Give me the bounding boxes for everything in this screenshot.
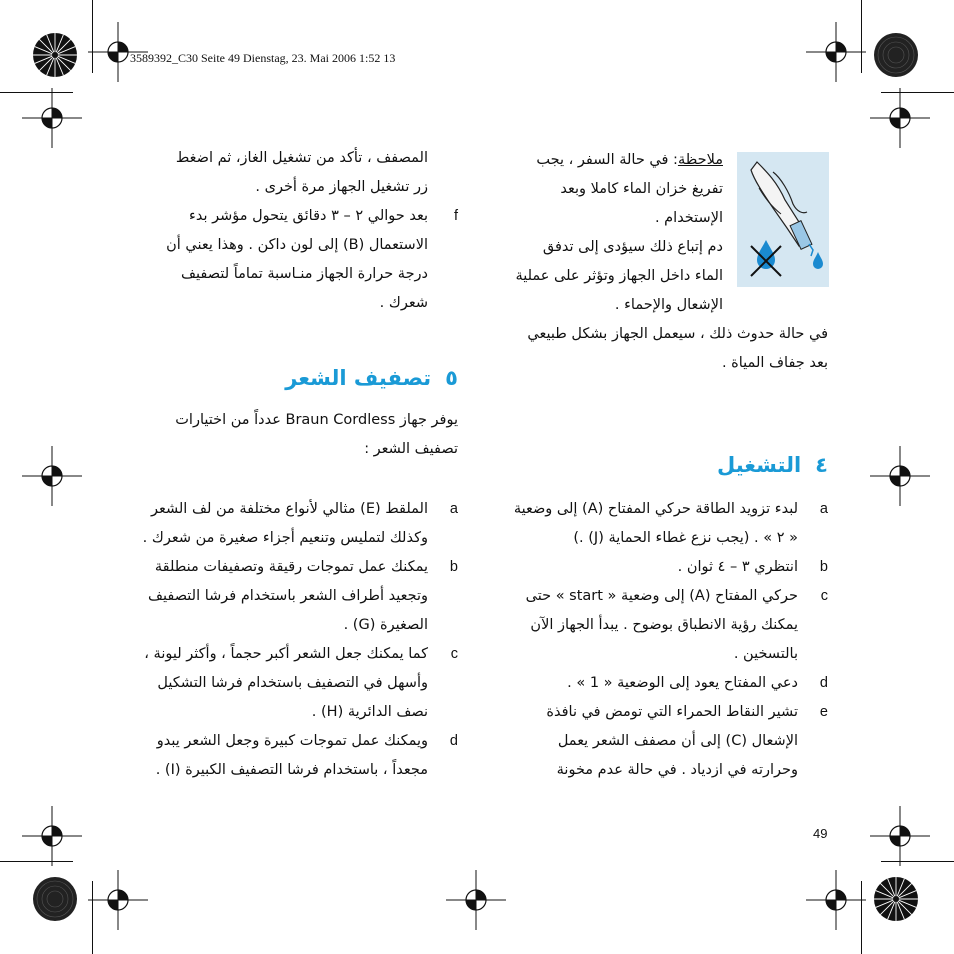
text-line: الإستخدام . — [654, 210, 723, 226]
travel-note-illustration — [737, 152, 829, 287]
section-title: التشغيل — [716, 453, 802, 477]
text-line: الإشعال والإحماء . — [614, 297, 723, 313]
section-title: تصفيف الشعر — [285, 366, 432, 390]
registration-mark-icon — [870, 806, 930, 866]
travel-note — [480, 146, 723, 320]
text-line: كما يمكنك جعل الشعر أكبر حجماً ، وأكثر ليونة ، — [144, 646, 428, 662]
list-item — [110, 640, 458, 727]
text-line: وتجعيد أطراف الشعر باستخدام فرشا التصفيف — [147, 588, 428, 604]
section-5-body — [120, 406, 458, 464]
item-label: b — [819, 559, 828, 575]
note-text: : في حالة السفر ، يجب — [536, 152, 678, 168]
corner-sunburst-icon — [32, 876, 78, 922]
section-number: ٥ — [445, 366, 458, 390]
note-continuation — [480, 320, 828, 378]
registration-mark-icon — [22, 88, 82, 148]
item-label: c — [450, 646, 458, 662]
text-line: انتظري ٣ – ٤ ثوان . — [677, 559, 798, 575]
text-line: وحرارته في ازدياد . في حالة عدم مخونة — [556, 762, 798, 778]
text-line: نصف الدائرية (H) . — [311, 704, 428, 720]
text-line: دعي المفتاح يعود إلى الوضعية « 1 » . — [567, 675, 798, 691]
text-line: وكذلك لتمليس وتنعيم أجزاء صغيرة من شعرك . — [142, 530, 428, 546]
list-item — [478, 553, 828, 582]
section-4-heading — [717, 453, 828, 477]
item-label: d — [449, 733, 458, 749]
intro-text — [120, 144, 458, 202]
text-line: بالتسخين . — [733, 646, 798, 662]
page-number: 49 — [813, 826, 828, 841]
list-item — [478, 495, 828, 553]
section-5-list — [110, 495, 458, 785]
text-line: في حالة حدوث ذلك ، سيعمل الجهاز بشكل طبيعي — [527, 326, 828, 342]
text-line: الماء داخل الجهاز وتؤثر على عملية — [515, 268, 723, 284]
text-line: لبدء تزويد الطاقة حركي المفتاح (A) إلى وضعية — [513, 501, 798, 517]
text-line: درجة حرارة الجهاز منـاسبة تماماً لتصفيف — [181, 266, 428, 282]
item-label: c — [820, 588, 828, 604]
corner-sunburst-icon — [873, 32, 919, 78]
text-line: الملقط (E) مثالي لأنواع مختلفة من لف الشعر — [150, 501, 428, 517]
registration-mark-icon — [870, 446, 930, 506]
text-line: الإشعال (C) إلى أن مصفف الشعر يعمل — [557, 733, 798, 749]
text-line: حركي المفتاح (A) إلى وضعية « start » حتى — [525, 588, 798, 604]
text-line: وأسهل في التصفيف باستخدام فرشا التشكيل — [157, 675, 428, 691]
registration-mark-icon — [806, 22, 866, 82]
text-line: دم إتباع ذلك سيؤدى إلى تدفق — [542, 239, 723, 255]
text-line: يمكنك عمل تموجات رقيقة وتصفيفات منطلقة — [154, 559, 428, 575]
print-slug-header: 3589392_C30 Seite 49 Dienstag, 23. Mai 2006 1:52 13 — [130, 51, 396, 65]
registration-mark-icon — [806, 870, 866, 930]
hand-holding-styler-icon — [737, 152, 829, 287]
section-4-list — [478, 495, 828, 785]
text-line: يمكنك رؤية الانطباق بوضوح . يبدأ الجهاز الآن — [530, 617, 798, 633]
text-line: زر تشغيل الجهاز مرة أخرى . — [255, 179, 428, 195]
registration-mark-icon — [22, 446, 82, 506]
corner-sunburst-icon — [32, 32, 78, 78]
text-line: « ٢ » . (يجب نزع غطاء الحماية (J) .) — [573, 530, 798, 546]
note-first-line — [480, 146, 723, 175]
section-number: ٤ — [815, 453, 828, 477]
text-line: تشير النقاط الحمراء التي تومض في نافذة — [546, 704, 798, 720]
list-item — [110, 553, 458, 640]
text-line: تصفيف الشعر : — [364, 441, 458, 457]
list-item — [110, 727, 458, 785]
text-line: الصغيرة (G) . — [343, 617, 428, 633]
text-line: ويمكنك عمل تموجات كبيرة وجعل الشعر يبدو — [156, 733, 428, 749]
text-line: بعد جفاف المياة . — [721, 355, 828, 371]
registration-mark-icon — [870, 88, 930, 148]
list-item — [120, 202, 458, 318]
item-label: a — [819, 501, 828, 517]
text-line: شعرك . — [379, 295, 428, 311]
section-5-heading — [285, 366, 458, 390]
list-item — [478, 582, 828, 669]
list-item — [478, 669, 828, 698]
list-item — [110, 495, 458, 553]
text-line: مجعداً ، باستخدام فرشا التصفيف الكبيرة (I) . — [155, 762, 428, 778]
item-label: f — [453, 208, 458, 224]
text-line: المصفف ، تأكد من تشغيل الغاز، ثم اضغط — [175, 150, 428, 166]
item-label: d — [819, 675, 828, 691]
left-column — [120, 144, 458, 318]
text-line: تفريغ خزان الماء كاملا وبعد — [560, 181, 723, 197]
item-label: e — [819, 704, 828, 720]
registration-mark-icon — [88, 870, 148, 930]
list-item — [478, 698, 828, 785]
registration-mark-icon — [446, 870, 506, 930]
text-line: يوفر جهاز Braun Cordless عدداً من اختيارات — [175, 412, 458, 428]
registration-mark-icon — [22, 806, 82, 866]
item-label: a — [449, 501, 458, 517]
item-label: b — [449, 559, 458, 575]
text-line: الاستعمال (B) إلى لون داكن . وهذا يعني أن — [166, 237, 428, 253]
text-line: بعد حوالي ٢ – ٣ دقائق يتحول مؤشر بدء — [189, 208, 428, 224]
note-title: ملاحظة — [677, 152, 723, 168]
corner-sunburst-icon — [873, 876, 919, 922]
